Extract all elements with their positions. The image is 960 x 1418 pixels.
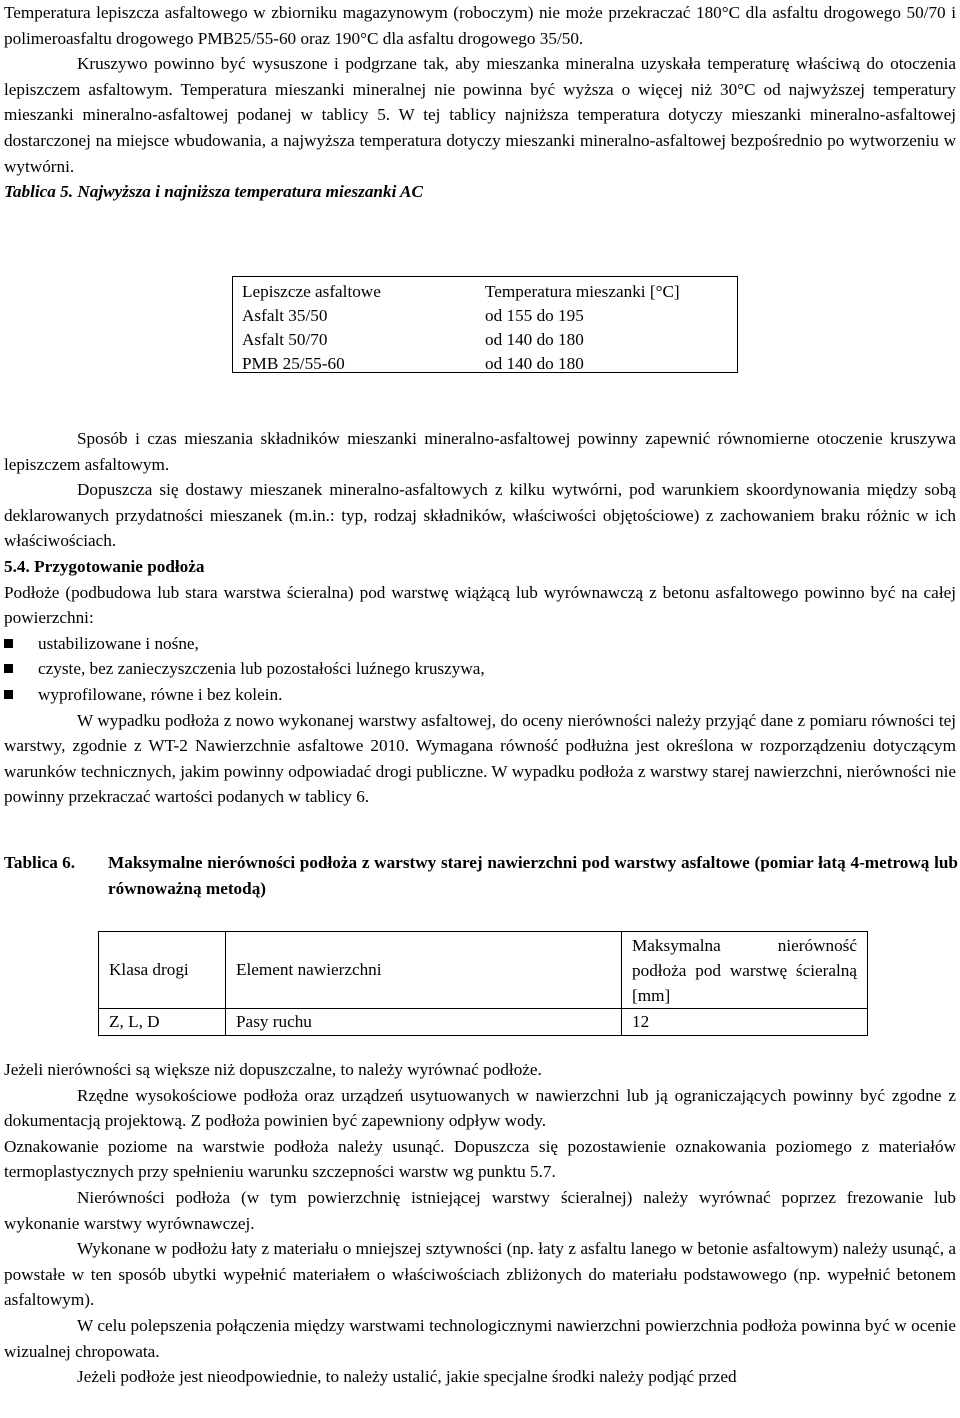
table6: [98, 931, 868, 1036]
list-item: ustabilizowane i nośne,: [4, 631, 956, 657]
paragraph-aggregate-heating: Kruszywo powinno być wysuszone i podgrzane tak, aby mieszanka mineralna uzyskała temperaturę właściwą do otoczenia lepiszczem asfaltowym. Temperatura mieszanki mineralnej nie powinna być wyższa o więcej niż 30°C od najwyższej temperatury mieszanki mineralno-asfaltowej podanej w tablicy 5. W tej tablicy najniższa temperatura dotyczy mieszanki mineralno-asfaltowej dostarczonej na miejsce wbudowania, a najwyższa temperatura dotyczy mieszanki mineralno-asfaltowej bezpośrednio po wytworzeniu w wytwórni.: [4, 54, 956, 176]
table-row: [99, 1009, 868, 1036]
paragraph-multiple-plants: Dopuszcza się dostawy mieszanek mineralno-asfaltowych z kilku wytwórni, pod warunkiem skoordynowania między sobą deklarowanych przydatności mieszanek (m.in.: typ, rodzaj składników, właściwości objętościowe) z zachowaniem braku różnic w ich właściwościach.: [4, 480, 956, 551]
table6-cell: Pasy ruchu: [226, 1009, 622, 1036]
lower-block: [4, 1057, 956, 1390]
square-bullet-icon: [4, 664, 13, 673]
table5-col-temperature: [485, 279, 680, 375]
table6-header-road-class: Klasa drogi: [99, 932, 226, 1009]
table6-header-element: Element nawierzchni: [226, 932, 622, 1009]
table5-cell: od 155 do 195: [485, 306, 584, 325]
table6-cell: Z, L, D: [99, 1009, 226, 1036]
table5: [232, 276, 738, 373]
section-title: Przygotowanie podłoża: [34, 556, 205, 576]
section-number: 5.4.: [4, 556, 30, 576]
table5-col-binder: [242, 279, 381, 375]
table5-header-temperature: Temperatura mieszanki [°C]: [485, 282, 680, 301]
table5-cell: PMB 25/55-60: [242, 354, 345, 373]
paragraph-new-layer: W wypadku podłoża z nowo wykonanej warstwy asfaltowej, do oceny nierówności należy przyjąć dane z pomiaru równości tej warstwy, zgodnie z WT-2 Nawierzchnie asfaltowe 2010. Wymagana równość podłużna jest określona w rozporządzeniu dotyczącym warunków technicznych, jakim powinny odpowiadać drogi publiczne. W wypadku podłoża z warstwy starej nawierzchni, nierówności nie powinny przekraczać wartości podanych w tablicy 6.: [4, 710, 956, 807]
table5-cell: Asfalt 35/50: [242, 306, 328, 325]
table5-caption: Tablica 5. Najwyższa i najniższa temperatura mieszanki AC: [4, 182, 423, 202]
table5-cell: Asfalt 50/70: [242, 330, 328, 349]
square-bullet-icon: [4, 639, 13, 648]
paragraph-mixing: Sposób i czas mieszania składników mieszanki mineralno-asfaltowej powinny zapewnić równomierne otoczenie kruszywa lepiszczem asfaltowym.: [4, 429, 956, 474]
paragraph-elevations: Rzędne wysokościowe podłoża oraz urządzeń usytuowanych w nawierzchni lub ją ograniczających powinny być zgodne z dokumentacją projektową. Z podłoża powinien być zapewniony odpływ wody.: [4, 1085, 956, 1131]
table5-header-binder: Lepiszcze asfaltowe: [242, 282, 381, 301]
list-item: czyste, bez zanieczyszczenia lub pozostałości luźnego kruszywa,: [4, 656, 956, 682]
table5-cell: od 140 do 180: [485, 354, 584, 373]
table6-label: Tablica 6.: [4, 853, 75, 872]
table6-cell: 12: [622, 1009, 868, 1036]
paragraph-unsuitable-substrate: Jeżeli podłoże jest nieodpowiednie, to należy ustalić, jakie specjalne środki należy podjąć przed: [77, 1367, 737, 1387]
square-bullet-icon: [4, 690, 13, 699]
middle-block: [4, 426, 956, 810]
intro-block: [4, 0, 956, 205]
paragraph-unevenness: Nierówności podłoża (w tym powierzchnię istniejącej warstwy ścieralnej) należy wyrównać poprzez frezowanie lub wykonanie warstwy wyrównawczej.: [4, 1187, 956, 1233]
section-heading: [4, 554, 956, 580]
paragraph-roughness: W celu polepszenia połączenia między warstwami technologicznymi nawierzchni powierzchnia podłoża powinna być w ocenie wizualnej chropowata.: [4, 1315, 956, 1361]
table-row: [99, 932, 868, 1009]
paragraph-leveling: Jeżeli nierówności są większe niż dopuszczalne, to należy wyrównać podłoże.: [4, 1060, 542, 1079]
table5-cell: od 140 do 180: [485, 330, 584, 349]
substrate-requirements-list: [4, 631, 956, 708]
paragraph-binder-temperature: Temperatura lepiszcza asfaltowego w zbiorniku magazynowym (roboczym) nie może przekraczać 180°C dla asfaltu drogowego 50/70 i polimeroasfaltu drogowego PMB25/55-60 oraz 190°C dla asfaltu drogowego 35/50.: [4, 3, 956, 48]
paragraph-patches: Wykonane w podłożu łaty z materiału o mniejszej sztywności (np. łaty z asfaltu lanego w betonie asfaltowym) należy usunąć, a powstałe w ten sposób ubytki wypełnić materiałem o właściwościach zbliżonych do materiału podstawowego (np. wypełnić betonem asfaltowym).: [4, 1239, 956, 1310]
list-item: wyprofilowane, równe i bez kolein.: [4, 682, 956, 708]
paragraph-substrate: Podłoże (podbudowa lub stara warstwa ścieralna) pod warstwę wiążącą lub wyrównawczą z betonu asfaltowego powinno być na całej powierzchni:: [4, 582, 956, 628]
paragraph-markings: Oznakowanie poziome na warstwie podłoża należy usunąć. Dopuszcza się pozostawienie oznakowania poziomego z materiałów termoplastycznych przy spełnieniu warunku szczepności warstw wg punktu 5.7.: [4, 1136, 956, 1182]
table6-header-max-unevenness: Maksymalna nierówność podłoża pod warstwę ścieralną [mm]: [622, 932, 868, 1009]
table6-title: Maksymalne nierówności podłoża z warstwy starej nawierzchni pod warstwy asfaltowe (pomiar łatą 4-metrową lub równoważną metodą): [108, 853, 958, 898]
